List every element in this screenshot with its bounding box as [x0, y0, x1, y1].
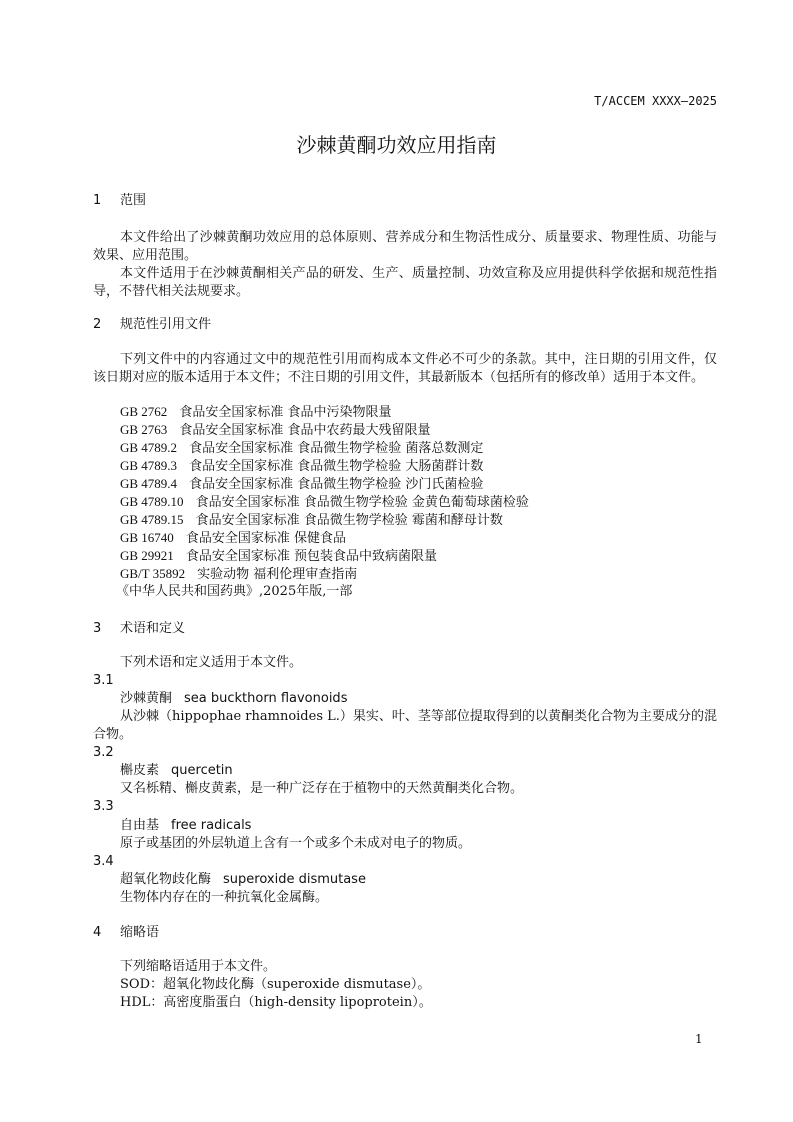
abbreviation-item: SOD：超氧化物歧化酶（superoxide dismutase）。 [120, 977, 431, 992]
reference-code: GB 4789.4 [120, 476, 178, 491]
term-zh: 自由基 [120, 818, 160, 833]
reference-code: GB 4789.3 [120, 458, 178, 473]
paragraph: 本文件适用于在沙棘黄酮相关产品的研发、生产、质量控制、功效宣称及应用提供科学依据和规范性指导，不替代相关法规要求。 [93, 266, 717, 299]
reference-item [120, 511, 503, 530]
paragraph: 下列文件中的内容通过文中的规范性引用而构成本文件必不可少的条款。其中，注日期的引用文件，仅该日期对应的版本适用于本文件；不注日期的引用文件，其最新版本（包括所有的修改单）适用于本文件。 [93, 352, 717, 385]
reference-code: GB 16740 [120, 530, 174, 545]
section-heading-normative-references [93, 316, 211, 334]
term-en: sea buckthorn flavonoids [184, 691, 348, 706]
reference-title: 食品安全国家标准 预包装食品中致病菌限量 [185, 549, 437, 564]
page-number: 1 [695, 1032, 703, 1046]
reference-item [120, 529, 346, 548]
term-definition: 又名栎精、槲皮黄素，是一种广泛存在于植物中的天然黄酮类化合物。 [120, 781, 524, 796]
paragraph: 本文件给出了沙棘黄酮功效应用的总体原则、营养成分和生物活性成分、质量要求、物理性质、功能与效果、应用范围。 [93, 230, 717, 263]
reference-title: 食品安全国家标准 食品微生物学检验 菌落总数测定 [189, 441, 484, 456]
term-zh: 槲皮素 [120, 763, 160, 778]
page-title: 沙棘黄酮功效应用指南 [296, 133, 497, 157]
section-heading-abbreviations [93, 924, 159, 942]
reference-code: GB 4789.2 [120, 440, 178, 455]
reference-title: 食品安全国家标准 食品中农药最大残留限量 [179, 423, 431, 438]
term-title [120, 817, 251, 835]
term-number: 3.2 [93, 745, 114, 760]
section-title: 术语和定义 [120, 621, 186, 636]
reference-item [120, 493, 529, 512]
reference-title: 食品安全国家标准 食品微生物学检验 大肠菌群计数 [189, 459, 484, 474]
term-number: 3.4 [93, 854, 114, 869]
reference-item [120, 457, 483, 476]
reference-code: GB 2763 [120, 422, 168, 437]
section-title: 缩略语 [120, 925, 160, 940]
term-definition: 原子或基团的外层轨道上含有一个或多个未成对电子的物质。 [120, 836, 472, 851]
reference-code: GB/T 35892 [120, 566, 186, 581]
reference-title: 食品安全国家标准 食品微生物学检验 霉菌和酵母计数 [195, 513, 503, 528]
reference-pharmacopoeia: 《中华人民共和国药典》,2025年版,一部 [116, 584, 353, 599]
reference-title: 食品安全国家标准 食品微生物学检验 沙门氏菌检验 [189, 477, 484, 492]
term-title [120, 871, 366, 889]
term-en: free radicals [171, 818, 252, 833]
reference-title: 食品安全国家标准 食品中污染物限量 [179, 405, 392, 420]
section-number: 2 [93, 317, 102, 332]
reference-code: GB 4789.15 [120, 512, 184, 527]
abbreviation-item: HDL：高密度脂蛋白（high-density lipoprotein）。 [120, 995, 432, 1010]
section-title: 范围 [120, 193, 147, 208]
reference-code: GB 2762 [120, 404, 168, 419]
reference-title: 食品安全国家标准 保健食品 [185, 531, 346, 546]
term-zh: 沙棘黄酮 [120, 691, 173, 706]
section-number: 4 [93, 925, 102, 940]
term-number: 3.3 [93, 799, 114, 814]
section-title: 规范性引用文件 [120, 317, 212, 332]
reference-item [120, 547, 437, 566]
term-en: superoxide dismutase [223, 872, 366, 887]
reference-code: GB 4789.10 [120, 494, 184, 509]
paragraph: 下列术语和定义适用于本文件。 [120, 655, 303, 670]
reference-title: 实验动物 福利伦理审查指南 [197, 567, 358, 582]
reference-item [120, 439, 483, 458]
reference-item [120, 475, 483, 494]
term-number: 3.1 [93, 673, 114, 688]
term-definition: 从沙棘（hippophae rhamnoides L.）果实、叶、茎等部位提取得到的以黄酮类化合物为主要成分的混合物。 [93, 709, 717, 742]
paragraph: 下列缩略语适用于本文件。 [120, 959, 277, 974]
reference-item [120, 403, 391, 422]
term-definition: 生物体内存在的一种抗氧化金属酶。 [120, 890, 329, 905]
section-heading-terms [93, 620, 185, 638]
term-zh: 超氧化物歧化酶 [120, 872, 212, 887]
term-title [120, 690, 347, 708]
reference-code: GB 29921 [120, 548, 174, 563]
reference-item [120, 565, 357, 584]
section-number: 3 [93, 621, 102, 636]
reference-title: 食品安全国家标准 食品微生物学检验 金黄色葡萄球菌检验 [195, 495, 529, 510]
term-title [120, 762, 233, 780]
section-heading-scope [93, 192, 146, 210]
term-en: quercetin [171, 763, 233, 778]
section-number: 1 [93, 193, 102, 208]
reference-item [120, 421, 430, 440]
document-number: T/ACCEM XXXX—2025 [594, 94, 717, 108]
